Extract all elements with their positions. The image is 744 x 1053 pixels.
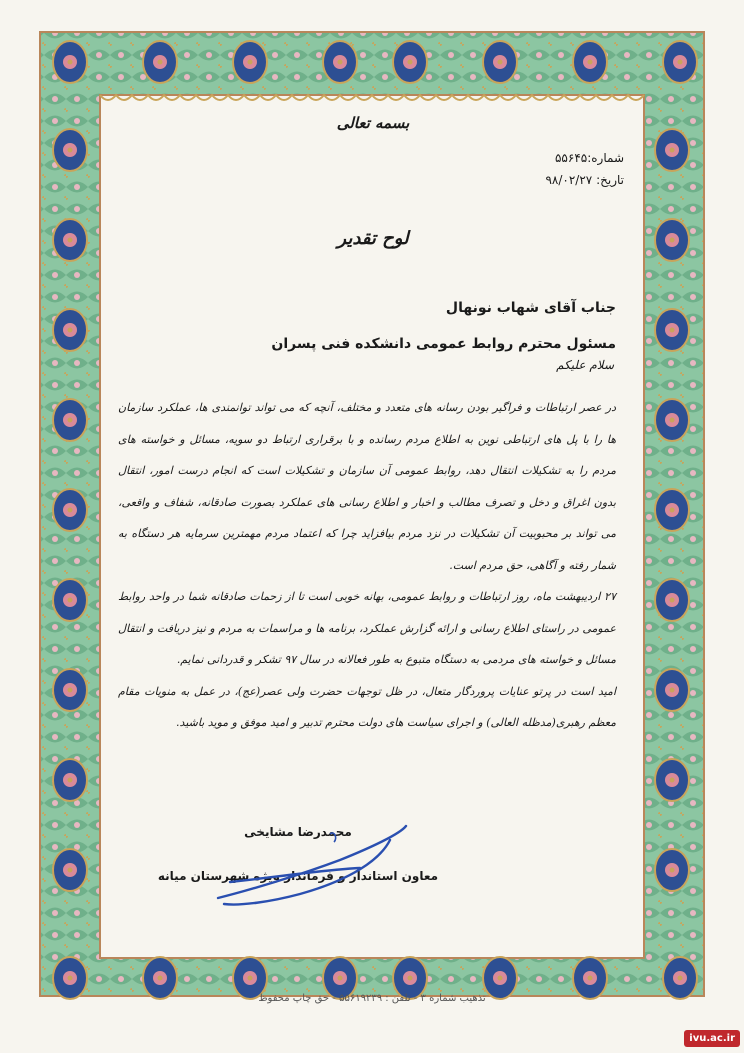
frame-medallion (143, 41, 177, 83)
frame-medallion (655, 129, 689, 171)
frame-medallion (53, 849, 87, 891)
frame-medallion (53, 219, 87, 261)
frame-medallion (53, 309, 87, 351)
frame-medallion (655, 309, 689, 351)
addressee-block (271, 290, 616, 362)
frame-medallion (393, 41, 427, 83)
frame-medallion (655, 849, 689, 891)
frame-medallion (655, 669, 689, 711)
signatory-position: معاون استاندار و فرماندار ویژه شهرستان میانه (157, 869, 439, 883)
frame-medallion (655, 219, 689, 261)
document-meta (545, 147, 624, 191)
frame-medallion (663, 41, 697, 83)
footer-text: تذهیب شماره ۳ - تلفن : ۵۵۶۱۹۲۳۹ - حق چاپ محفوظ (258, 993, 486, 1004)
site-watermark: ivu.ac.ir (684, 1030, 740, 1047)
date-row (545, 169, 624, 191)
frame-medallion (233, 41, 267, 83)
date-label: تاریخ: (596, 173, 624, 187)
basmala-heading: بسمه تعالی (336, 114, 410, 132)
greeting: سلام علیکم (556, 358, 614, 372)
frame-medallion (655, 579, 689, 621)
frame-medallion (323, 41, 357, 83)
addressee-name: جناب آقای شهاب نونهال (445, 300, 616, 316)
number-value: ۵۵۶۴۵ (554, 151, 588, 165)
frame-medallion (53, 489, 87, 531)
certificate-title: لوح تقدیر (337, 228, 409, 249)
frame-medallion (53, 399, 87, 441)
signatory-name: محمدرضا مشایخی (244, 825, 352, 839)
paragraph-2: ۲۷ اردیبهشت ماه، روز ارتباطات و روابط عمومی، بهانه خوبی است تا از زحمات صادقانه شما در واحد روابط عمومی در راستای اطلاع رسانی و ارائه گزارش عملکرد، برنامه ها و مراسمات به مردم و نیز دریافت و انتقال مسائل و خواسته های مردمی به دستگاه متبوع به طور فعالانه در سال ۹۷ تشکر و قدردانی نمایم. (118, 590, 616, 666)
frame-medallion (573, 41, 607, 83)
addressee-role: مسئول محترم روابط عمومی دانشکده فنی پسران (271, 336, 616, 352)
paragraph-3: امید است در پرتو عنایات پروردگار متعال، در ظل توجهات حضرت ولی عصر(عج)، در عمل به منویات مقام معظم رهبری(مدظله العالی) و اجرای سیاست های دولت محترم تدبیر و امید موفق و موید باشید. (118, 684, 616, 729)
frame-medallion (53, 129, 87, 171)
date-value: ۹۸/۰۲/۲۷ (545, 173, 593, 187)
frame-medallion (655, 399, 689, 441)
number-label: شماره: (587, 151, 624, 165)
body-text (118, 392, 616, 739)
frame-medallion (53, 41, 87, 83)
frame-medallion (655, 489, 689, 531)
frame-medallion (53, 759, 87, 801)
frame-medallion (53, 669, 87, 711)
handwritten-signature (210, 820, 410, 910)
number-row (545, 147, 624, 169)
frame-medallion (483, 41, 517, 83)
frame-medallion (655, 759, 689, 801)
frame-medallion (53, 579, 87, 621)
paragraph-1: در عصر ارتباطات و فراگیر بودن رسانه های متعدد و مختلف، آنچه که می تواند توانمندی ها، عملکرد سازمان ها را با پل های ارتباطی نوین به اطلاع مردم رسانده و با برقراری ارتباط دو سویه، مسائل و خواسته های مردم را به تشکیلات انتقال دهد، روابط عمومی آن سازمان و تشکیلات است که انجام درست امور، انتقال بدون اغراق و دخل و تصرف مطالب و اخبار و اطلاع رسانی های عملکرد بصورت صادقانه، شفاف و واقعی، می تواند بر محبوبیت آن تشکیلات در نزد مردم بیافزاید چرا که اعتماد مردم مهمترین سرمایه هر دستگاه به شمار رفته و آگاهی، حق مردم است. (118, 401, 616, 572)
